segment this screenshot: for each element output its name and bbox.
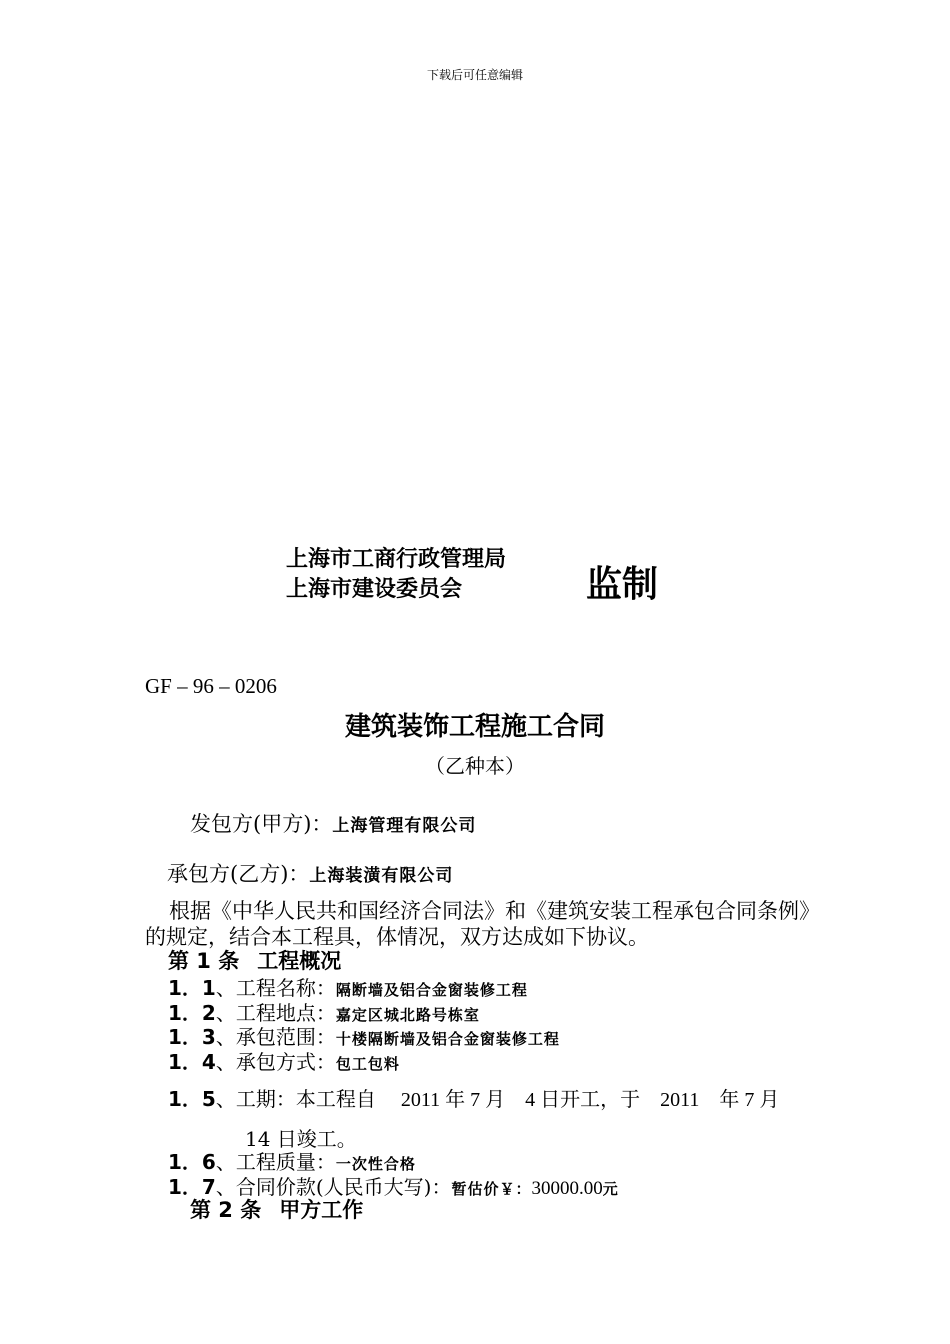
contract-amount: 30000.00 bbox=[531, 1178, 603, 1199]
item-number: 1．3 bbox=[168, 1025, 216, 1049]
item-label: 、合同价款(人民币大写)： bbox=[215, 1175, 452, 1199]
item-number: 1．4 bbox=[168, 1050, 216, 1074]
supervise-label: 监制 bbox=[586, 564, 659, 605]
party-b-value: 上海装潢有限公司 bbox=[309, 866, 454, 886]
item-value: 隔断墙及铝合金窗装修工程 bbox=[335, 981, 528, 999]
item-number: 1．5 bbox=[168, 1087, 216, 1111]
preamble: 根据《中华人民共和国经济合同法》和《建筑安装工程承包合同条例》的规定，结合本工程具，体情况，双方达成如下协议。 bbox=[145, 899, 810, 949]
header-note: 下载后可任意编辑 bbox=[426, 68, 523, 82]
item-number: 1．7 bbox=[168, 1175, 216, 1199]
item-number: 1．1 bbox=[168, 976, 216, 1000]
item-label: 、承包方式： bbox=[215, 1050, 336, 1074]
item-value: 包工包料 bbox=[335, 1055, 400, 1073]
article-2-heading bbox=[190, 1194, 363, 1224]
amount-unit: 元 bbox=[602, 1180, 619, 1198]
article-1-heading bbox=[168, 945, 341, 975]
party-a-label: 发包方(甲方)： bbox=[190, 812, 333, 836]
item-number: 1．2 bbox=[168, 1001, 216, 1025]
party-b-label: 承包方(乙方)： bbox=[167, 862, 310, 886]
article-2-number: 第 2 条 bbox=[190, 1198, 262, 1222]
item-number: 1．6 bbox=[168, 1150, 216, 1174]
item-label: 、工期：本工程自 2011 年 7 月 4 日开工，于 2011 年 7 月 bbox=[215, 1089, 780, 1111]
item-1-5-continuation: 14 日竣工。 bbox=[245, 1127, 357, 1151]
item-1-5 bbox=[168, 1083, 779, 1112]
authority-commerce-bureau: 上海市工商行政管理局 bbox=[286, 547, 507, 572]
article-2-title: 甲方工作 bbox=[279, 1198, 364, 1222]
article-1-number: 第 1 条 bbox=[168, 949, 240, 973]
item-label: 、工程质量： bbox=[215, 1150, 336, 1174]
party-a-value: 上海管理有限公司 bbox=[332, 816, 477, 836]
item-value: 十楼隔断墙及铝合金窗装修工程 bbox=[335, 1030, 560, 1048]
contract-title: 建筑装饰工程施工合同 bbox=[344, 712, 605, 742]
party-a bbox=[190, 808, 476, 838]
article-1-title: 工程概况 bbox=[257, 949, 342, 973]
item-value: 暂估价￥： bbox=[451, 1180, 532, 1198]
item-value: 嘉定区城北路号栋室 bbox=[335, 1006, 480, 1024]
contract-code: GF – 96 – 0206 bbox=[145, 674, 277, 698]
item-label: 、工程地点： bbox=[215, 1001, 336, 1025]
item-1-4 bbox=[168, 1046, 400, 1075]
item-label: 、工程名称： bbox=[215, 976, 336, 1000]
contract-subtitle: （乙种本） bbox=[425, 754, 525, 778]
item-value: 一次性合格 bbox=[335, 1155, 416, 1173]
item-label: 、承包范围： bbox=[215, 1025, 336, 1049]
party-b bbox=[167, 858, 453, 888]
authority-construction-committee: 上海市建设委员会 bbox=[286, 577, 463, 602]
